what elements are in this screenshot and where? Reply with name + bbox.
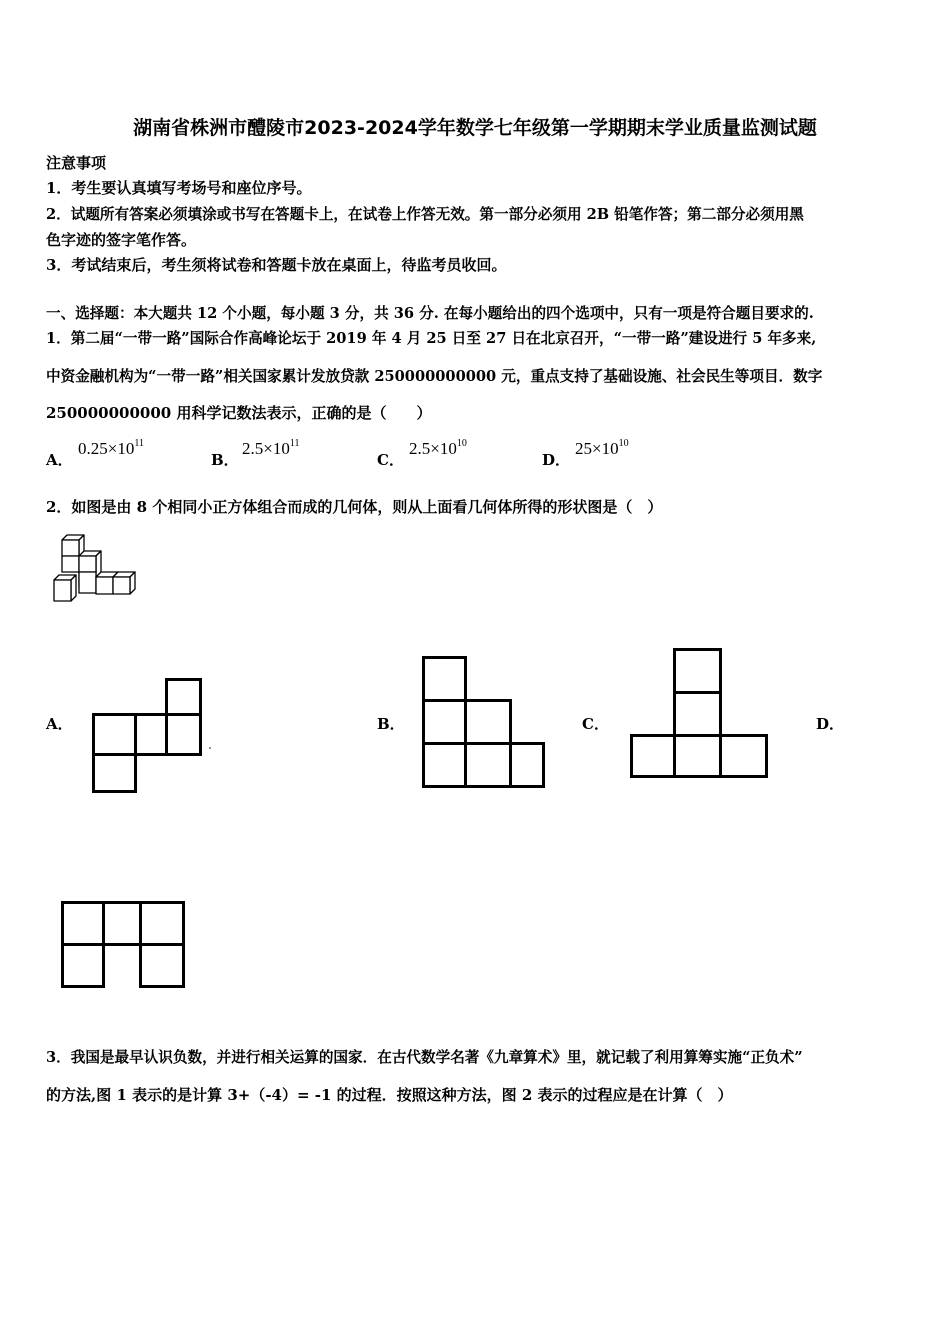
q1-option-b-label[interactable]: B． xyxy=(211,451,239,469)
q3-line-1: 3．我国是最早认识负数，并进行相关运算的国家．在古代数学名著《九章算术》里，就记载了利用算筹实施“正负术” xyxy=(46,1049,803,1066)
q1-line-2: 中资金融机构为“一带一路”相关国家累计发放贷款 250000000000 元，重点支持了基础设施、社会民生等项目．数字 xyxy=(46,368,823,385)
page-title: 湖南省株洲市醴陵市2023-2024学年数学七年级第一学期期末学业质量监测试题 xyxy=(133,117,817,139)
notice-item-1: 1．考生要认真填写考场号和座位序号。 xyxy=(46,179,312,197)
q2-option-d-figure[interactable] xyxy=(61,900,187,990)
q1-option-c-exp: 10 xyxy=(456,438,467,449)
q1-option-a[interactable] xyxy=(78,438,144,459)
q1-option-c-label[interactable]: C． xyxy=(377,451,404,469)
notice-heading: 注意事项 xyxy=(46,154,107,172)
q2-option-a-figure[interactable] xyxy=(92,678,212,794)
notice-item-2-cont: 色字迹的签字笔作答。 xyxy=(46,231,197,249)
q1-option-d[interactable] xyxy=(575,438,629,459)
q1-option-d-exp: 10 xyxy=(618,438,629,449)
q1-option-a-exp: 11 xyxy=(134,438,144,449)
q1-line-1: 1．第二届“一带一路”国际合作高峰论坛于 2019 年 4 月 25 日至 27 日在北京召开，“一带一路”建设进行 5 年多来, xyxy=(46,330,817,347)
q2-option-a-label[interactable]: A． xyxy=(46,715,73,733)
q1-line-3: 250000000000 用科学记数法表示，正确的是（ ） xyxy=(46,404,432,422)
notice-item-2: 2．试题所有答案必须填涂或书写在答题卡上，在试卷上作答无效。第一部分必须用 2B 铅笔作答；第二部分必须用黑 xyxy=(46,206,804,223)
q2-text: 2．如图是由 8 个相同小正方体组合而成的几何体，则从上面看几何体所得的形状图是（ ） xyxy=(46,498,663,516)
q1-option-c[interactable] xyxy=(409,438,467,459)
q1-option-c-base: 2.5×10 xyxy=(409,439,457,458)
q2-option-b-figure[interactable] xyxy=(422,656,547,789)
q1-option-d-label[interactable]: D． xyxy=(542,451,571,469)
q1-option-b-exp: 11 xyxy=(289,438,300,449)
q2-option-b-label[interactable]: B． xyxy=(377,715,405,733)
q1-option-b-base: 2.5×10 xyxy=(242,439,290,458)
q2-option-c-label[interactable]: C． xyxy=(582,715,609,733)
q2-option-c-figure[interactable] xyxy=(630,648,770,780)
q3-line-2: 的方法,图 1 表示的是计算 3+（-4）= -1 的过程．按照这种方法，图 2 表示的过程应是在计算（ ） xyxy=(46,1086,733,1104)
q1-option-b[interactable] xyxy=(242,438,299,459)
section-heading: 一、选择题：本大题共 12 个小题，每小题 3 分，共 36 分. 在每小题给出的四个选项中，只有一项是符合题目要求的. xyxy=(46,305,814,322)
q2-option-d-label[interactable]: D． xyxy=(816,715,845,733)
notice-item-3: 3．考试结束后，考生须将试卷和答题卡放在桌面上，待监考员收回。 xyxy=(46,256,507,274)
q1-option-d-base: 25×10 xyxy=(575,439,619,458)
cube-solid-figure xyxy=(48,532,138,607)
q1-option-a-base: 0.25×10 xyxy=(78,439,135,458)
q1-option-a-label[interactable]: A． xyxy=(46,451,73,469)
